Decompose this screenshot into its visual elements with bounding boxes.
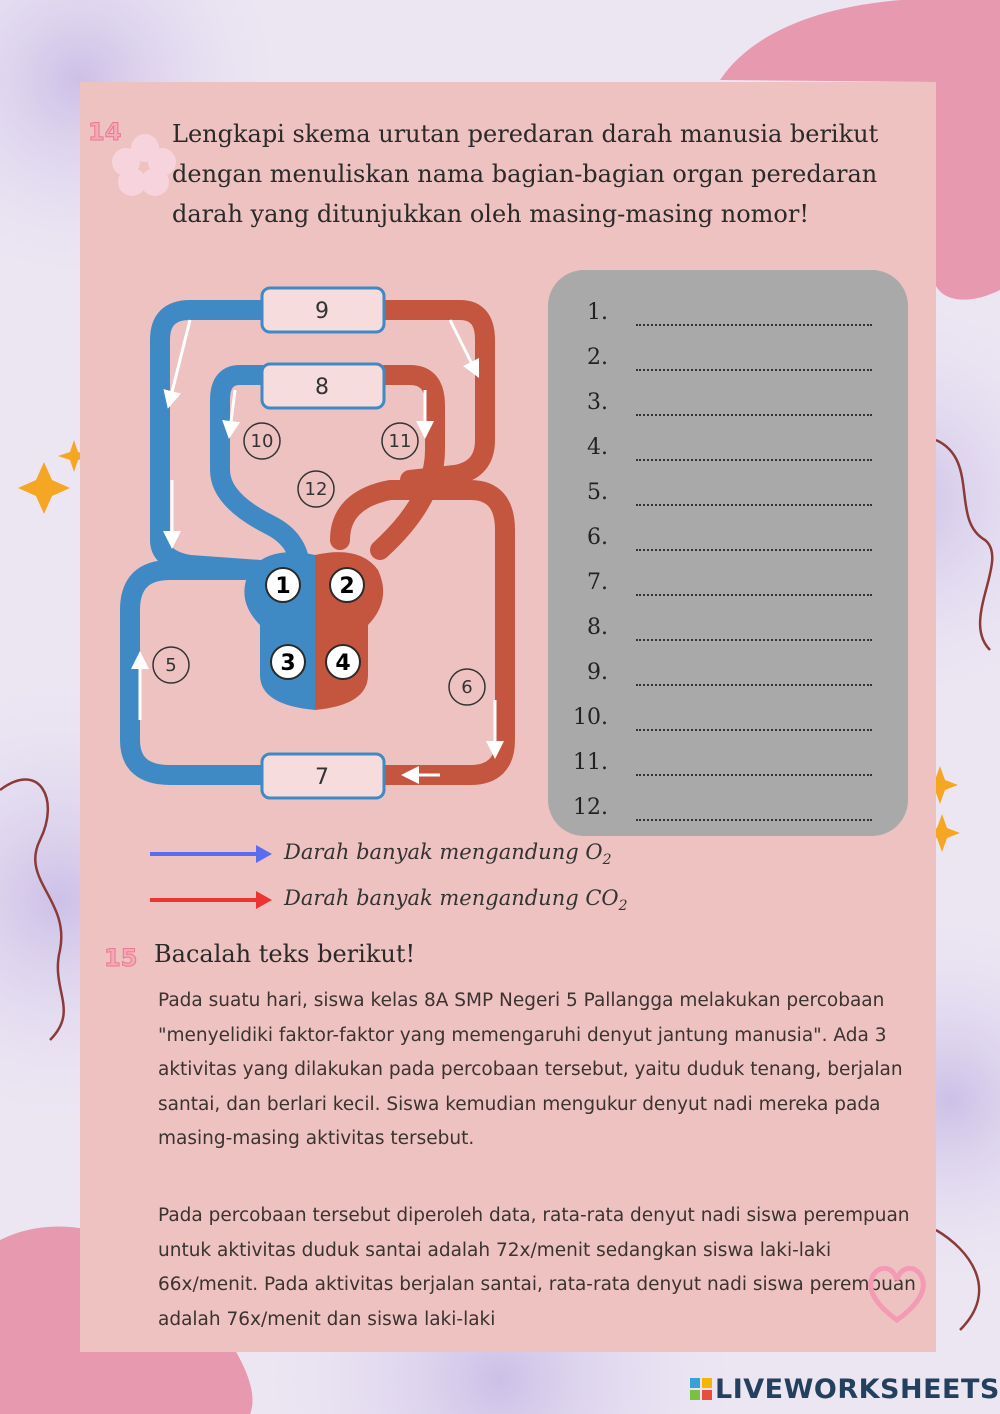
- answer-row: [548, 337, 908, 382]
- answer-number: 9.: [587, 660, 608, 685]
- organ-label-9: 9: [315, 299, 329, 324]
- answer-row: [548, 787, 908, 832]
- vessel-label-11: 11: [388, 431, 412, 452]
- chamber-label-1: 1: [275, 574, 291, 599]
- answer-number: 4.: [587, 435, 608, 460]
- heart-doodle-icon: [862, 1258, 932, 1328]
- answer-row: [548, 607, 908, 652]
- answer-row: [548, 292, 908, 337]
- liveworksheets-logo: [690, 1374, 1000, 1405]
- question-15-paragraph-1: Pada suatu hari, siswa kelas 8A SMP Negeri 5 Pallangga melakukan percobaan "menyelidiki faktor-faktor yang memengaruhi denyut jantung manusia". Ada 3 aktivitas yang dilakukan pada percobaan tersebut, yaitu duduk tenang, berjalan santai, dan berlari kecil. Siswa kemudian mengukur denyut nadi mereka pada masing-masing aktivitas tersebut.: [158, 990, 903, 1149]
- answer-input-5[interactable]: [636, 484, 872, 506]
- answer-row: [548, 472, 908, 517]
- vessel-label-5: 5: [165, 655, 177, 676]
- answer-number: 12.: [573, 795, 608, 820]
- chamber-label-4: 4: [335, 651, 351, 676]
- answer-number: 5.: [587, 480, 608, 505]
- answer-number: 7.: [587, 570, 608, 595]
- chamber-label-2: 2: [339, 574, 355, 599]
- vessel-label-6: 6: [461, 677, 473, 698]
- question-14-number: 14: [88, 118, 122, 146]
- question-15-number: 15: [104, 944, 138, 972]
- organ-label-8: 8: [315, 375, 329, 400]
- answer-row: [548, 427, 908, 472]
- chamber-label-3: 3: [280, 651, 296, 676]
- blue-arrow-icon: [148, 840, 278, 870]
- question-15-title: Bacalah teks berikut!: [154, 940, 416, 968]
- blood-circulation-diagram: [110, 280, 530, 810]
- legend-co2-text: Darah banyak mengandung CO: [284, 886, 619, 910]
- legend-o2: [148, 836, 708, 876]
- answer-box: [548, 270, 908, 836]
- legend-co2-subscript: 2: [618, 898, 628, 915]
- answer-row: [548, 517, 908, 562]
- answer-row: [548, 742, 908, 787]
- red-arrow-icon: [148, 886, 278, 916]
- vessel-label-12: 12: [304, 479, 328, 500]
- answer-input-4[interactable]: [636, 439, 872, 461]
- legend-co2: [148, 882, 708, 922]
- vessel-label-10: 10: [250, 431, 274, 452]
- answer-number: 8.: [587, 615, 608, 640]
- answer-input-2[interactable]: [636, 349, 872, 371]
- answer-row: [548, 697, 908, 742]
- legend-o2-subscript: 2: [602, 852, 612, 869]
- answer-row: [548, 382, 908, 427]
- answer-row: [548, 562, 908, 607]
- answer-row: [548, 652, 908, 697]
- liveworksheets-logo-icon: [690, 1378, 712, 1400]
- answer-input-8[interactable]: [636, 619, 872, 641]
- answer-number: 11.: [573, 750, 608, 775]
- legend-o2-text: Darah banyak mengandung O: [284, 840, 603, 864]
- answer-input-7[interactable]: [636, 574, 872, 596]
- answer-number: 1.: [587, 300, 608, 325]
- organ-label-7: 7: [315, 765, 329, 790]
- liveworksheets-brand-text: LIVEWORKSHEETS: [715, 1374, 1000, 1405]
- question-14-text: Lengkapi skema urutan peredaran darah manusia berikut dengan menuliskan nama bagian-bagian organ peredaran darah yang ditunjukkan oleh masing-masing nomor!: [172, 120, 879, 228]
- answer-input-12[interactable]: [636, 799, 872, 821]
- answer-input-1[interactable]: [636, 304, 872, 326]
- answer-input-6[interactable]: [636, 529, 872, 551]
- question-15-paragraph-2: Pada percobaan tersebut diperoleh data, rata-rata denyut nadi siswa perempuan untuk aktivitas duduk santai adalah 72x/menit sedangkan siswa laki-laki 66x/menit. Pada aktivitas berjalan santai, rata-rata denyut nadi siswa perempuan adalah 76x/menit dan siswa laki-laki: [158, 1205, 916, 1330]
- answer-input-11[interactable]: [636, 754, 872, 776]
- answer-number: 10.: [573, 705, 608, 730]
- answer-input-10[interactable]: [636, 709, 872, 731]
- answer-number: 6.: [587, 525, 608, 550]
- answer-number: 2.: [587, 345, 608, 370]
- answer-input-9[interactable]: [636, 664, 872, 686]
- answer-number: 3.: [587, 390, 608, 415]
- answer-input-3[interactable]: [636, 394, 872, 416]
